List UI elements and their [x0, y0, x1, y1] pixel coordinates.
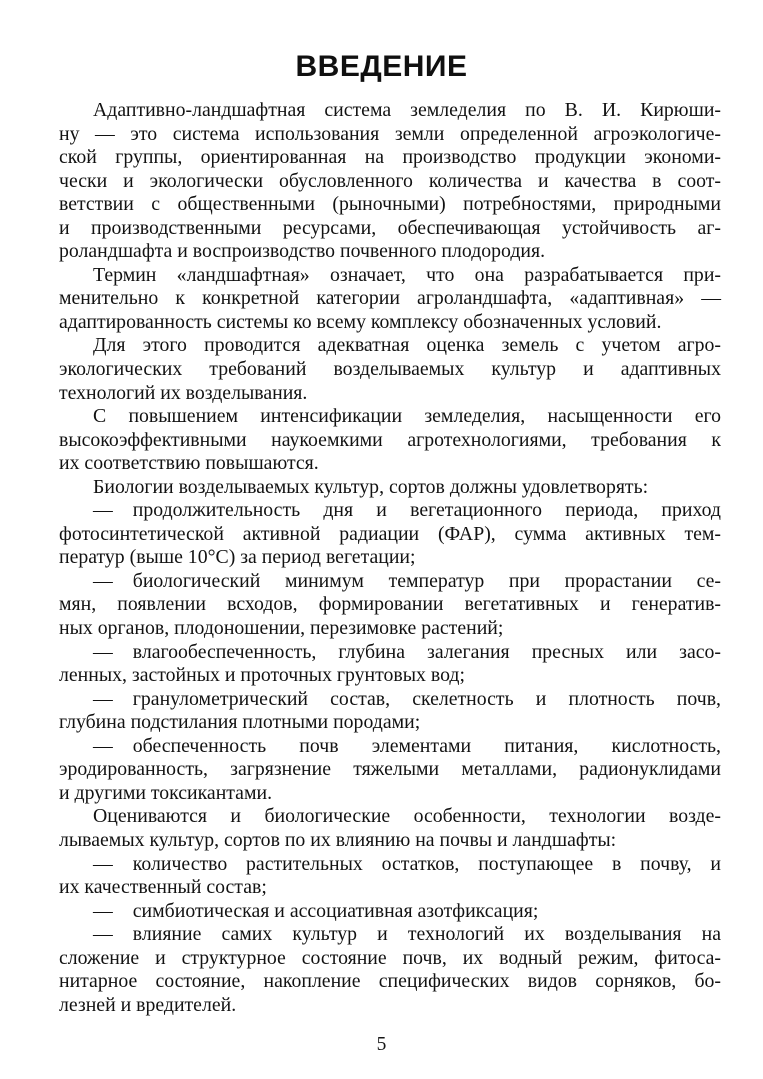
- list-dash: —: [93, 923, 113, 946]
- body-line: мян, появлении всходов, формировании вегетативных и генератив-: [59, 593, 721, 616]
- list-dash: —: [93, 734, 113, 757]
- body-line: чески и экологически обусловленного количества и качества в соот-: [59, 169, 721, 192]
- body-line: Для этого проводится адекватная оценка земель с учетом агро-: [93, 334, 721, 357]
- list-dash: —: [93, 852, 113, 875]
- body-line-list-item: — симбиотическая и ассоциативная азотфиксация;: [93, 899, 539, 922]
- list-dash: —: [93, 499, 113, 522]
- body-line-list-item: — обеспеченность почв элементами питания, кислотность,: [93, 734, 721, 757]
- body-line: высокоэффективными наукоемкими агротехнологиями, требования к: [59, 428, 721, 451]
- page-title: ВВЕДЕНИЕ: [295, 50, 468, 83]
- body-line: Биологии возделываемых культур, сортов должны удовлетворять:: [93, 475, 649, 498]
- list-dash: —: [93, 899, 113, 922]
- body-line: адаптированность системы ко всему комплексу обозначенных условий.: [59, 310, 662, 333]
- body-line: и другими токсикантами.: [59, 781, 273, 804]
- body-line: ской группы, ориентированная на производство продукции экономи-: [59, 146, 721, 169]
- body-line: эродированность, загрязнение тяжелыми металлами, радионуклидами: [59, 758, 721, 781]
- body-line: менительно к конкретной категории агроландшафта, «адаптивная» —: [59, 287, 721, 310]
- body-line: роландшафта и воспроизводство почвенного плодородия.: [59, 240, 546, 263]
- body-line: лезней и вредителей.: [59, 993, 237, 1016]
- body-line: технологий их возделывания.: [59, 381, 308, 404]
- body-line: сложение и структурное состояние почв, их водный режим, фитоса-: [59, 946, 721, 969]
- body-line: их качественный состав;: [59, 876, 267, 899]
- body-text: [59, 99, 721, 1017]
- body-line: ператур (выше 10°С) за период вегетации;: [59, 546, 416, 569]
- body-line: ну — это система использования земли определенной агроэкологиче-: [59, 122, 721, 145]
- body-line: лываемых культур, сортов по их влиянию на почвы и ландшафты:: [59, 828, 617, 851]
- list-dash: —: [93, 640, 113, 663]
- body-line: Адаптивно-ландшафтная система земледелия по В. И. Кирюши-: [93, 99, 721, 121]
- body-line-list-item: — влияние самих культур и технологий их возделывания на: [93, 923, 721, 946]
- body-line: Термин «ландшафтная» означает, что она разрабатывается при-: [93, 263, 721, 286]
- body-line: фотосинтетической активной радиации (ФАР), сумма активных тем-: [59, 522, 721, 545]
- list-dash: —: [93, 569, 113, 592]
- body-line-list-item: — продолжительность дня и вегетационного периода, приход: [93, 499, 721, 522]
- body-line-list-item: — биологический минимум температур при прорастании се-: [93, 569, 721, 592]
- page-number: 5: [376, 1034, 387, 1055]
- body-line: ветствии с общественными (рыночными) потребностями, природными: [59, 193, 721, 216]
- body-line: экологических требований возделываемых культур и адаптивных: [59, 358, 721, 381]
- body-line: С повышением интенсификации земледелия, насыщенности его: [93, 405, 721, 428]
- body-line-list-item: — количество растительных остатков, поступающее в почву, и: [93, 852, 721, 875]
- list-dash: —: [93, 687, 113, 710]
- body-line-list-item: — гранулометрический состав, скелетность и плотность почв,: [93, 687, 721, 710]
- body-line-list-item: — влагообеспеченность, глубина залегания пресных или засо-: [93, 640, 721, 663]
- body-line: ных органов, плодоношении, перезимовке растений;: [59, 617, 504, 640]
- body-line: их соответствию повышаются.: [59, 452, 319, 475]
- body-line: и производственными ресурсами, обеспечивающая устойчивость аг-: [59, 216, 721, 239]
- body-line: глубина подстилания плотными породами;: [59, 711, 421, 734]
- body-line: ленных, застойных и проточных грунтовых вод;: [59, 664, 465, 687]
- body-line: Оцениваются и биологические особенности, технологии возде-: [93, 805, 721, 828]
- body-line: нитарное состояние, накопление специфических видов сорняков, бо-: [59, 970, 721, 993]
